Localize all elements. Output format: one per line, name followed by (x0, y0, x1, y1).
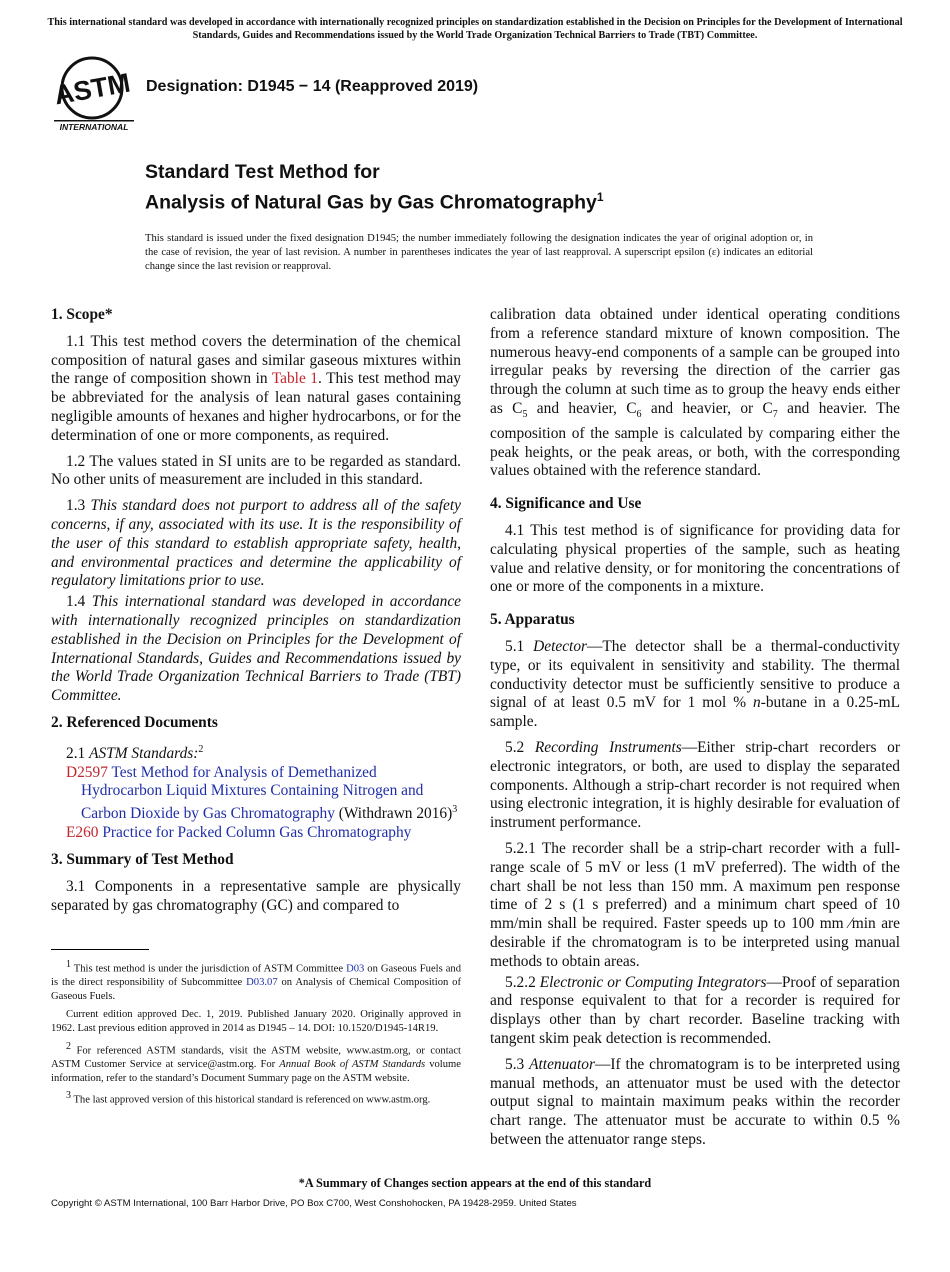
designation: Designation: D1945 − 14 (Reapproved 2019) (146, 78, 479, 95)
footnote-1-edition: Current edition approved Dec. 1, 2019. Published January 2020. Originally approved in 1962. Last previous edition approved in 2014 as D1945 – 14. DOI: 10.1520/D1945-14R19. (51, 1008, 461, 1034)
scope-1-2: 1.2 The values stated in SI units are to be regarded as standard. No other units of measurement are included in this standard. (51, 452, 461, 489)
apparatus-5-2: 5.2 Recording Instruments—Either strip-chart recorders or electronic integrators, or both, are used to display the separated components. Although a strip-chart recorder is not required when using electronic integration, it is highly desirable for evaluation of instrument performance. (490, 739, 900, 832)
scope-1-1: 1.1 This test method covers the determination of the chemical composition of natural gases and similar gaseous mixtures within the range of composition shown in Table 1. This test method may be abbreviated for the analysis of lean natural gases containing negligible amounts of hexanes and higher hydrocarbons, or for the determination of one or more components, as required. (51, 332, 461, 444)
footnote-1: $^1$ This test method is under the jurisdiction of ASTM Committee D03 on Gaseous Fuels and is the direct responsibility of Subcommittee D03.07 on Analysis of Chemical Composition of Gaseous Fuels. (51, 959, 461, 1003)
title-footnote-mark: 1 (596, 190, 604, 204)
reference-d2597[interactable]: D2597 Test Method for Analysis of Demethanized Hydrocarbon Liquid Mixtures Containing Nitrogen and Carbon Dioxide by Gas Chromatography (Withdrawn 2016)$^3$ (66, 763, 458, 823)
copyright: Copyright © ASTM International, 100 Barr Harbor Drive, PO Box C700, West Conshohocken, PA 19428-2959. United States (51, 1198, 577, 1209)
apparatus-5-2-1: 5.2.1 The recorder shall be a strip-chart recorder with a full-range scale of 5 mV or less (1 mV preferred). The width of the chart shall be not less than 150 mm. A maximum pen response time of 2 s (1 s preferred) and a minimum chart speed of 10 mm/min shall be required. Faster speeds up to 100 mm ⁄min are desirable if the chromatogram is to be interpreted using manual methods to obtain areas. (490, 840, 900, 970)
left-column (51, 306, 461, 922)
d03-07-link[interactable]: D03.07 (246, 977, 278, 989)
standard-note: This standard is issued under the fixed designation D1945; the number immediately following the designation indicates the year of original adoption or, in the case of revision, the year of last revision. A number in parentheses indicates the year of last reapproval. A superscript epsilon (ε) indicates an editorial change since the last revision or reapproval. (145, 233, 813, 273)
referenced-heading: 2. Referenced Documents (51, 713, 218, 731)
table-1-link[interactable]: Table 1 (271, 370, 318, 388)
scope-1-4: 1.4 This international standard was developed in accordance with internationally recognized principles on standardization established in the Decision on Principles for the Development of International Standards, Guides and Recommendations issued by the World Trade Organization Technical Barriers to Trade (TBT) Committee. (51, 593, 461, 705)
significance-4-1: 4.1 This test method is of significance for providing data for calculating physical properties of the sample, such as heating value and relative density, or for monitoring the concentrations of one or more of the components in a mixture. (490, 522, 900, 596)
apparatus-5-2-2: 5.2.2 Electronic or Computing Integrators—Proof of separation and response equivalent to that for a recorder is required for displays other than by chart recorder. Baseline tracking with tangent skim peak detection is recommended. (490, 973, 900, 1047)
summary-of-changes-note: *A Summary of Changes section appears at the end of this standard (298, 1176, 652, 1190)
summary-heading: 3. Summary of Test Method (51, 850, 234, 868)
top-notice: This international standard was developed in accordance with internationally recognized principles on standardization established in the Decision on Principles for the Development of International Standards, Guides and Recommendations issued by the World Trade Organization Technical Barriers to Trade (TBT) Committee. (47, 17, 903, 41)
title-line-1: Standard Test Method for (145, 161, 380, 183)
scope-1-3: 1.3 This standard does not purport to address all of the safety concerns, if any, associated with its use. It is the responsibility of the user of this standard to establish appropriate safety, health, and environmental practices and determine the applicability of regulatory limitations prior to use. (51, 497, 461, 590)
footnote-2: $^2$ For referenced ASTM standards, visit the ASTM website, www.astm.org, or contact ASTM Customer Service at service@astm.org. For Annual Book of ASTM Standards volume information, refer to the standard’s Document Summary page on the ASTM website. (51, 1040, 461, 1084)
right-column (490, 306, 900, 1157)
logo-text: ASTM (52, 67, 133, 111)
apparatus-5-1: 5.1 Detector—The detector shall be a thermal-conductivity type, or its equivalent in sensitivity and stability. The thermal conductivity detector must be sufficiently sensitive to produce a signal of at least 0.5 mV for 1 mol % n-butane in a 0.25-mL sample. (490, 638, 900, 731)
significance-heading: 4. Significance and Use (490, 495, 642, 513)
footnotes (51, 958, 461, 1112)
reference-e260[interactable]: E260 Practice for Packed Column Gas Chromatography (66, 824, 412, 842)
summary-3-1: 3.1 Components in a representative sample are physically separated by gas chromatography (GC) and compared to (51, 877, 461, 914)
apparatus-heading: 5. Apparatus (490, 611, 575, 629)
title-line-2: Analysis of Natural Gas by Gas Chromatography$^1$ (145, 190, 604, 214)
astm-logo-icon (52, 56, 136, 134)
astm-logo (52, 56, 136, 134)
footnote-3: $^3$ The last approved version of this historical standard is referenced on www.astm.org. (66, 1090, 431, 1106)
referenced-2-1: 2.1 ASTM Standards:$^2$ (66, 743, 204, 762)
summary-3-1-continued: calibration data obtained under identical operating conditions from a reference standard mixture of known composition. The numerous heavy-end components of a sample can be grouped into irregular peaks by reversing the direction of the carrier gas through the column at such time as to group the heavy ends either as $C_5$ and heavier, $C_6$ and heavier, or $C_7$ and heavier. The composition of the sample is calculated by comparing either the peak heights, or the peak areas, or both, with the corresponding values obtained with the reference standard. (490, 306, 901, 480)
logo-subtext: INTERNATIONAL (59, 122, 129, 132)
d03-link[interactable]: D03 (346, 963, 365, 975)
document-title (145, 160, 604, 216)
footnote-rule (51, 949, 149, 950)
apparatus-5-3: 5.3 Attenuator—If the chromatogram is to be interpreted using manual methods, an attenuator must be used with the detector output signal to maintain maximum peaks within the recorder chart range. The attenuator must be accurate to within 0.5 % between the attenuator range steps. (490, 1055, 900, 1148)
scope-heading: 1. Scope* (51, 306, 113, 323)
